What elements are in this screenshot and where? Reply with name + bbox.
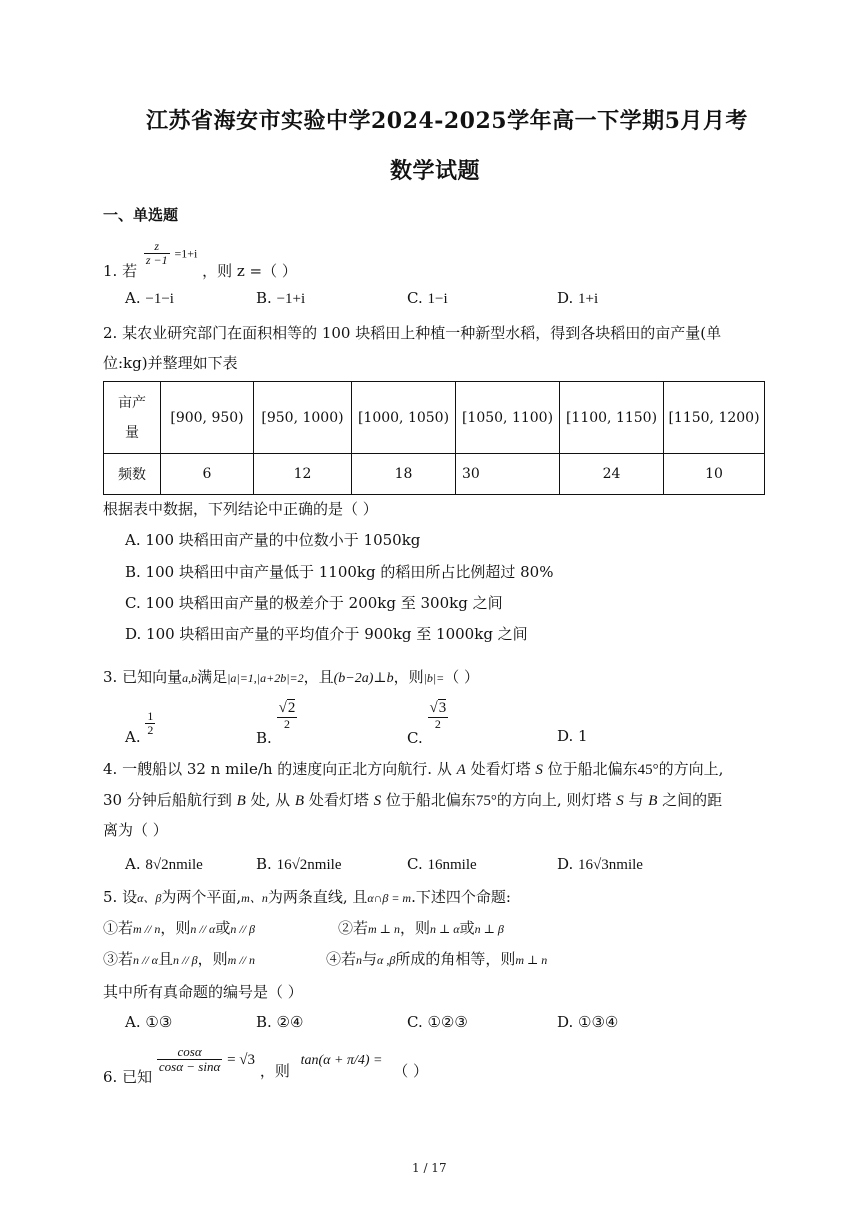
q5-proposition-1: ①若m // n，则n // α或n // β [103,919,256,937]
q4-line-3: 离为（ ） [103,821,168,839]
q2-option-c: C. 100 块稻田亩产量的极差介于 200kg 至 300kg 之间 [125,594,503,612]
table-cell-interval: [1150, 1200) [664,382,765,454]
q3-option-d: D. 1 [557,727,588,745]
table-cell-count: 6 [161,454,254,495]
q2-option-b: B. 100 块稻田中亩产量低于 1100kg 的稻田所占比例超过 80% [125,563,554,581]
q1-equals: =1+i [174,246,198,261]
q2-line-2: 位:kg)并整理如下表 [103,354,238,372]
q2-line-1: 2. 某农业研究部门在面积相等的 100 块稻田上种植一种新型水稻，得到各块稻田的亩产量(单 [103,324,722,342]
q1-option-a: A. −1−i [125,289,174,307]
q4-line-2: 30 分钟后船航行到 B 处, 从 B 处看灯塔 S 位于船北偏东75°的方向上, 则灯塔 S 与 B 之间的距 [103,791,723,809]
q1-number: 1. 若 [103,261,138,280]
q4-option-a: A. 8√2nmile [125,855,203,873]
q3-vectors: a,b [182,671,198,685]
q3-option-a: A. $\frac{1}{2}$ [125,709,154,746]
q1-option-b: B. −1+i [256,289,306,307]
q3-option-b: B. $\frac{√2}{2}$ [256,700,296,748]
q6-fraction: $\frac{\cos\alpha}{\cos\alpha - \sin\alpha}$ [158,1044,221,1075]
title-line-2: 数学试题 [390,158,481,184]
q2-option-d: D. 100 块稻田亩产量的平均值介于 900kg 至 1000kg 之间 [125,625,528,643]
q6-equals: = √3 [227,1051,256,1068]
q5-proposition-3: ③若n // α且n // β，则m // n [103,950,256,968]
q5-option-d: D. ①③④ [557,1013,619,1031]
page-number: 1 / 17 [412,1161,447,1175]
q5-proposition-2: ②若m ⊥ n，则n ⊥ α或n ⊥ β [338,919,504,937]
table-row-head-count: 频数 [104,454,161,495]
q4-option-d: D. 16√3nmile [557,855,643,873]
q4-option-c: C. 16nmile [407,855,477,873]
q3-condition-3: |b|= [423,671,445,685]
q1-option-c: C. 1−i [407,289,448,307]
table-row-head-yield: 亩产 量 [104,382,161,454]
table-cell-count: 30 [456,454,560,495]
q5-line-1: 5. 设α、β为两个平面,m、n为两条直线, 且α∩β = m.下述四个命题: [103,888,511,906]
q1-option-d: D. 1+i [557,289,599,307]
title-line-1: 江苏省海安市实验中学2024-2025学年高一下学期5月月考 [146,108,748,134]
q5-option-c: C. ①②③ [407,1013,468,1031]
table-cell-count: 24 [560,454,664,495]
table-cell-count: 10 [664,454,765,495]
q3-option-c: C. $\frac{√3}{2}$ [407,700,447,748]
table-cell-count: 18 [352,454,456,495]
q5-option-b: B. ②④ [256,1013,304,1031]
q6-tan-expression: tan(α + π/4) = [300,1052,383,1068]
q1-fraction: $\frac{z}{z -1}$ [145,239,168,268]
q5-line-4: 其中所有真命题的编号是（ ） [103,983,303,1001]
q1-tail: ，则 z =（ ） [202,261,297,280]
table-cell-count: 12 [254,454,352,495]
q4-option-b: B. 16√2nmile [256,855,342,873]
table-cell-interval: [1100, 1150) [560,382,664,454]
table-cell-interval: [900, 950) [161,382,254,454]
table-cell-interval: [950, 1000) [254,382,352,454]
table-cell-interval: [1000, 1050) [352,382,456,454]
question-6: 6. 已知 $\frac{\cos\alpha}{\cos\alpha - \sin\alpha}$ = √3 ，则 tan(α + π/4) = （ ） [103,1044,429,1086]
section-heading: 一、单选题 [103,206,179,224]
q4-line-1: 4. 一艘船以 32 n mile/h 的速度向正北方向航行. 从 A 处看灯塔 S 位于船北偏东45°的方向上, [103,760,724,778]
table-cell-interval: [1050, 1100) [456,382,560,454]
frequency-table [103,381,765,495]
q2-line-3: 根据表中数据，下列结论中正确的是（ ） [103,500,378,518]
q3-condition-2: (b−2a)⊥b [333,671,394,686]
q5-option-a: A. ①③ [125,1013,173,1031]
q2-option-a: A. 100 块稻田亩产量的中位数小于 1050kg [125,531,421,549]
q5-proposition-4: ④若n与α ,β所成的角相等，则m ⊥ n [326,950,548,968]
question-1 [103,239,297,280]
question-3: 3. 已知向量a,b满足|a|=1,|a+2b|=2，且(b−2a)⊥b，则|b|=（ ） [103,668,480,686]
q3-condition-1: |a|=1,|a+2b|=2 [227,671,304,685]
